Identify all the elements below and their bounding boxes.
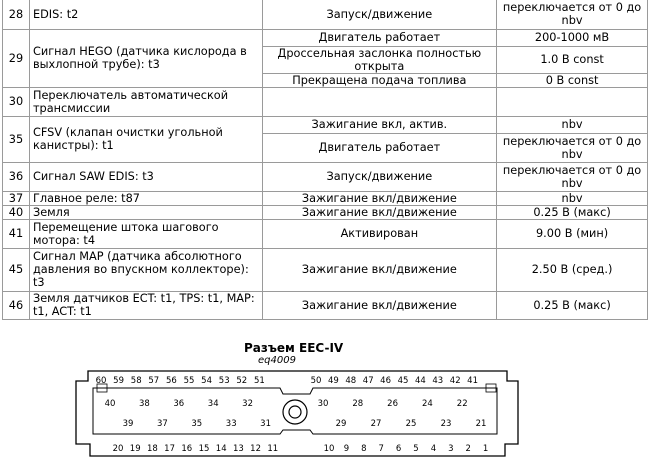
pin-number: 46 xyxy=(3,291,30,319)
pin-label: 28 xyxy=(352,399,364,409)
pin-number: 36 xyxy=(3,162,30,191)
pin-label: 27 xyxy=(370,419,382,429)
pin-label: 42 xyxy=(449,376,461,386)
table-row xyxy=(3,116,648,133)
signal-description: Перемещение штока шагового мотора: t4 xyxy=(29,219,262,248)
pin-label: 32 xyxy=(242,399,254,409)
test-condition: Зажигание вкл/движение xyxy=(262,248,497,291)
signal-description: Сигнал MAP (датчика абсолютного давления во впускном коллекторе): t3 xyxy=(29,248,262,291)
pin-label: 23 xyxy=(440,419,452,429)
pin-label: 41 xyxy=(467,376,479,386)
expected-value: nbv xyxy=(497,191,648,205)
pin-label: 15 xyxy=(198,444,210,454)
pin-label: 5 xyxy=(413,444,419,454)
pin-label: 10 xyxy=(323,444,335,454)
connector-cavity xyxy=(93,388,497,434)
pin-label: 7 xyxy=(378,444,384,454)
pin-label: 6 xyxy=(395,444,402,454)
pin-number: 35 xyxy=(3,116,30,162)
eec-iv-connector-diagram xyxy=(0,360,651,464)
pin-label: 22 xyxy=(456,399,468,409)
pin-number: 29 xyxy=(3,29,30,87)
signal-description: Переключатель автоматической трансмиссии xyxy=(29,87,262,116)
connector-title: Разъем EEC-IV xyxy=(244,341,344,355)
test-condition: Зажигание вкл, актив. xyxy=(262,116,497,133)
pin-label: 21 xyxy=(475,419,487,429)
pin-label: 55 xyxy=(183,376,195,386)
connector-bolt-inner xyxy=(289,406,301,418)
pin-label: 4 xyxy=(430,444,437,454)
pin-label: 49 xyxy=(327,376,339,386)
signal-description: Главное реле: t87 xyxy=(29,191,262,205)
table-row xyxy=(3,29,648,46)
test-condition: Запуск/движение xyxy=(262,0,497,29)
expected-value: 0.25 В (макс) xyxy=(497,291,648,319)
pin-label: 51 xyxy=(253,376,265,386)
pin-label: 33 xyxy=(225,419,237,429)
pin-label: 8 xyxy=(361,444,367,454)
signal-description: Земля датчиков ECT: t1, TPS: t1, MAP: t1, ACT: t1 xyxy=(29,291,262,319)
expected-value: 200-1000 мВ xyxy=(497,29,648,46)
pin-label: 14 xyxy=(215,444,227,454)
pin-label: 58 xyxy=(130,376,142,386)
pin-label: 36 xyxy=(173,399,185,409)
pin-table xyxy=(2,0,648,320)
test-condition: Прекращена подача топлива xyxy=(262,73,497,87)
connector-code: eq4009 xyxy=(258,355,296,366)
signal-description: EDIS: t2 xyxy=(29,0,262,29)
pin-label: 30 xyxy=(317,399,329,409)
table-row xyxy=(3,205,648,219)
table-row xyxy=(3,0,648,29)
pin-label: 19 xyxy=(129,444,141,454)
pin-label: 25 xyxy=(405,419,417,429)
pin-label: 17 xyxy=(164,444,176,454)
pin-label: 31 xyxy=(260,419,272,429)
pin-label: 37 xyxy=(156,419,168,429)
expected-value: переключается от 0 до nbv xyxy=(497,133,648,162)
pin-label: 12 xyxy=(250,444,262,454)
test-condition: Зажигание вкл/движение xyxy=(262,191,497,205)
pin-label: 24 xyxy=(421,399,433,409)
connector-bolt-outer xyxy=(283,400,307,424)
pin-label: 1 xyxy=(482,444,489,454)
test-condition: Зажигание вкл/движение xyxy=(262,205,497,219)
test-condition: Запуск/движение xyxy=(262,162,497,191)
pin-number: 30 xyxy=(3,87,30,116)
pin-label: 29 xyxy=(335,419,347,429)
test-condition: Активирован xyxy=(262,219,497,248)
expected-value: 0 В const xyxy=(497,73,648,87)
expected-value: 0.25 В (макс) xyxy=(497,205,648,219)
signal-description: CFSV (клапан очистки угольной канистры): t1 xyxy=(29,116,262,162)
pin-label: 35 xyxy=(191,419,203,429)
signal-description: Сигнал SAW EDIS: t3 xyxy=(29,162,262,191)
pin-label: 40 xyxy=(104,399,116,409)
table-row xyxy=(3,87,648,116)
test-condition xyxy=(262,87,497,116)
pin-label: 16 xyxy=(181,444,193,454)
pin-label: 34 xyxy=(207,399,219,409)
pin-label: 53 xyxy=(218,376,230,386)
pin-label: 45 xyxy=(397,376,409,386)
pin-label: 48 xyxy=(345,376,357,386)
expected-value: nbv xyxy=(497,116,648,133)
pin-number: 41 xyxy=(3,219,30,248)
pin-label: 11 xyxy=(267,444,279,454)
pin-label: 47 xyxy=(362,376,374,386)
table-row xyxy=(3,248,648,291)
expected-value xyxy=(497,87,648,116)
table-row xyxy=(3,162,648,191)
pin-label: 50 xyxy=(310,376,322,386)
expected-value: 1.0 В const xyxy=(497,46,648,73)
table-row xyxy=(3,191,648,205)
expected-value: 2.50 В (сред.) xyxy=(497,248,648,291)
pin-label: 26 xyxy=(387,399,399,409)
test-condition: Двигатель работает xyxy=(262,29,497,46)
pin-label: 59 xyxy=(113,376,125,386)
signal-description: Земля xyxy=(29,205,262,219)
pin-label: 54 xyxy=(201,376,213,386)
signal-description: Сигнал HEGO (датчика кислорода в выхлопной трубе): t3 xyxy=(29,29,262,87)
pin-label: 43 xyxy=(432,376,444,386)
test-condition: Двигатель работает xyxy=(262,133,497,162)
pin-label: 46 xyxy=(380,376,392,386)
pin-label: 39 xyxy=(122,419,134,429)
pin-label: 3 xyxy=(448,444,454,454)
table-row xyxy=(3,219,648,248)
pin-label: 9 xyxy=(343,444,350,454)
expected-value: 9.00 В (мин) xyxy=(497,219,648,248)
test-condition: Зажигание вкл/движение xyxy=(262,291,497,319)
pin-label: 13 xyxy=(232,444,244,454)
test-condition: Дроссельная заслонка полностью открыта xyxy=(262,46,497,73)
pin-number: 28 xyxy=(3,0,30,29)
pin-label: 18 xyxy=(146,444,158,454)
pin-label: 2 xyxy=(465,444,471,454)
pin-label: 52 xyxy=(236,376,248,386)
expected-value: переключается от 0 до nbv xyxy=(497,162,648,191)
pin-label: 44 xyxy=(414,376,426,386)
pin-number: 45 xyxy=(3,248,30,291)
pin-label: 38 xyxy=(138,399,150,409)
pin-label: 20 xyxy=(112,444,124,454)
expected-value: переключается от 0 до nbv xyxy=(497,0,648,29)
table-row xyxy=(3,291,648,319)
pin-number: 37 xyxy=(3,191,30,205)
pin-label: 60 xyxy=(95,376,107,386)
pin-label: 56 xyxy=(165,376,177,386)
pin-number: 40 xyxy=(3,205,30,219)
pin-label: 57 xyxy=(148,376,160,386)
